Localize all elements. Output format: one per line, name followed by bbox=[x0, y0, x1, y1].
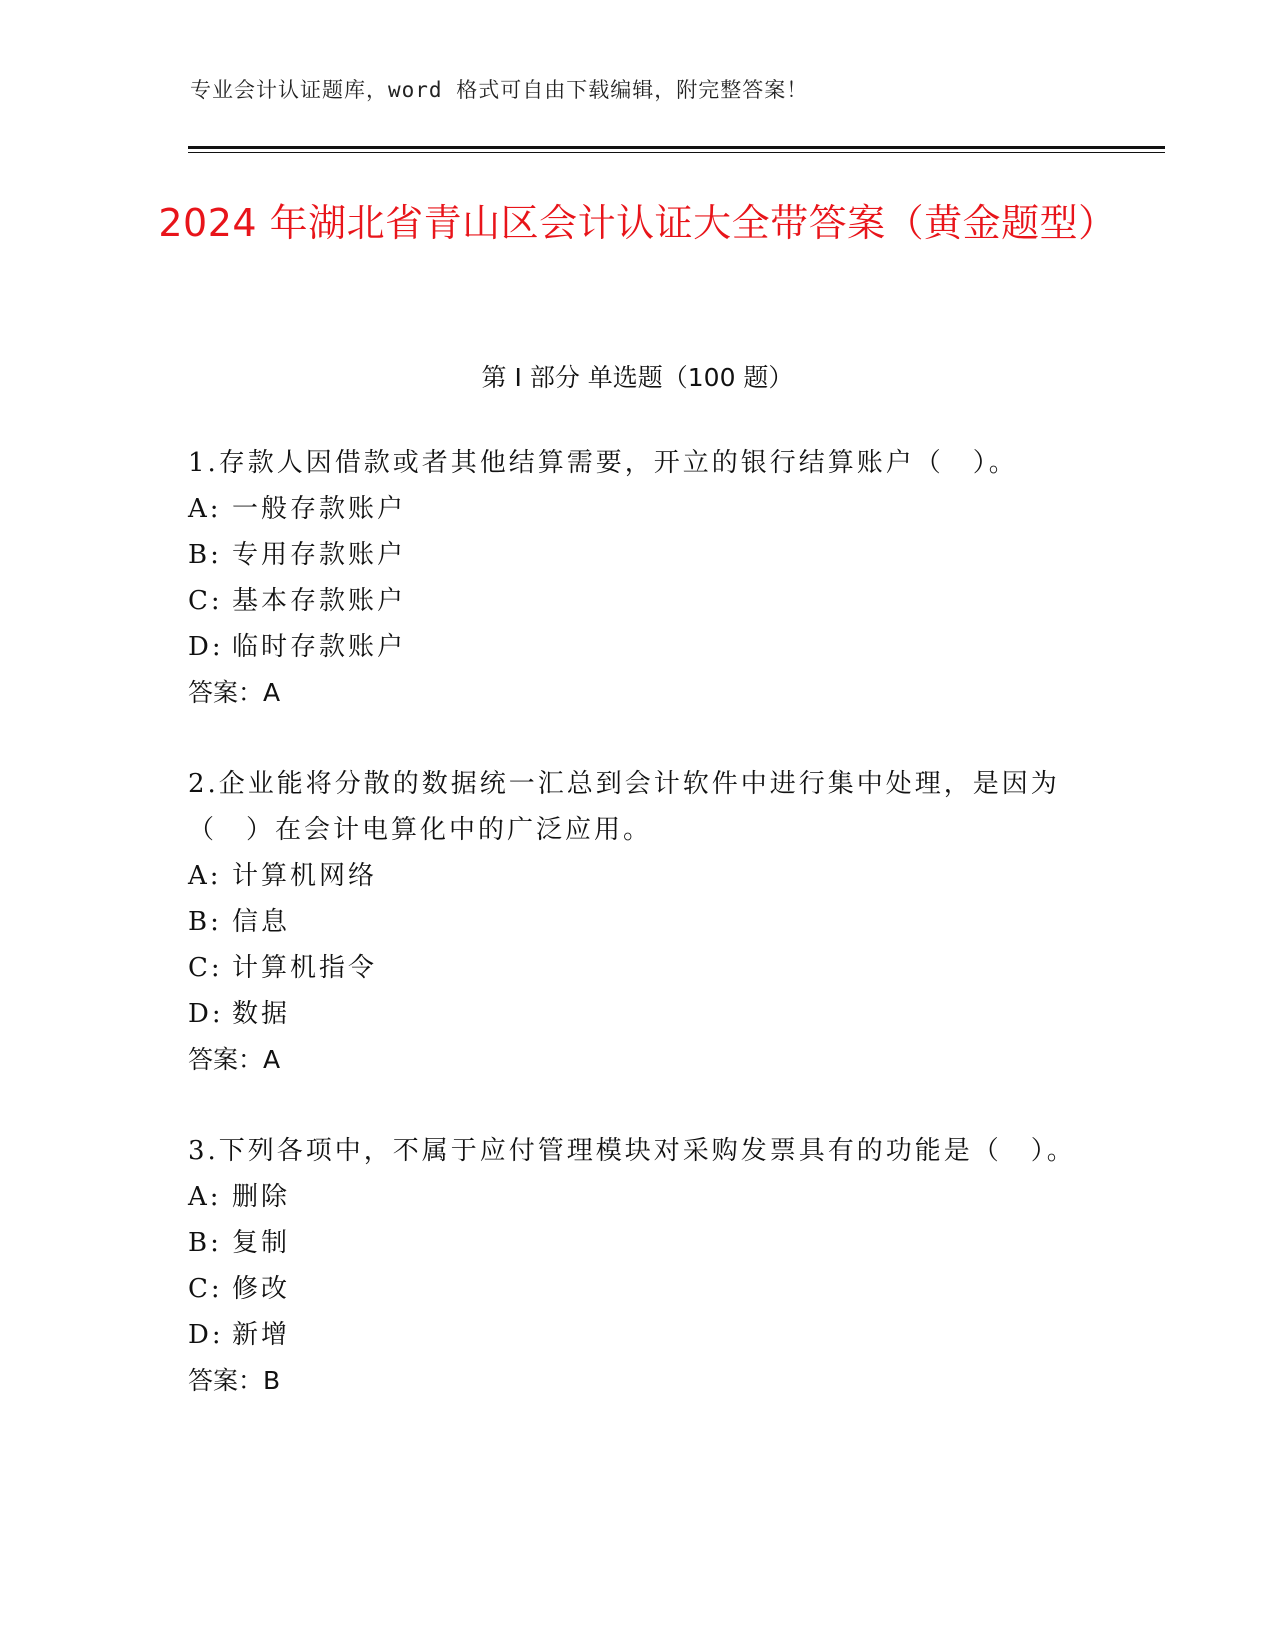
option-c bbox=[188, 578, 1088, 624]
option-key: D: bbox=[188, 632, 224, 662]
option-c bbox=[188, 1266, 1088, 1312]
header-note: 专业会计认证题库，word 格式可自由下载编辑，附完整答案！ bbox=[190, 78, 809, 102]
option-text: 信息 bbox=[232, 907, 291, 937]
answer-line: 答案：A bbox=[188, 1045, 281, 1074]
option-key: B: bbox=[188, 907, 222, 937]
option-a bbox=[188, 853, 1088, 899]
option-text: 数据 bbox=[232, 999, 291, 1029]
option-text: 修改 bbox=[232, 1274, 291, 1304]
option-key: A: bbox=[188, 861, 222, 891]
option-text: 一般存款账户 bbox=[232, 494, 407, 524]
question-stem: 3.下列各项中，不属于应付管理模块对采购发票具有的功能是（ ）。 bbox=[188, 1136, 1076, 1166]
option-b bbox=[188, 1220, 1088, 1266]
question-1 bbox=[188, 440, 1088, 716]
option-key: C: bbox=[188, 953, 223, 983]
question-stem: 1.存款人因借款或者其他结算需要，开立的银行结算账户（ ）。 bbox=[188, 448, 1018, 478]
option-key: C: bbox=[188, 586, 223, 616]
option-text: 专用存款账户 bbox=[232, 540, 407, 570]
option-b bbox=[188, 532, 1088, 578]
section-title: 第 I 部分 单选题（100 题） bbox=[481, 363, 794, 392]
option-text: 基本存款账户 bbox=[232, 586, 407, 616]
header-rule-thin bbox=[188, 152, 1165, 153]
option-d bbox=[188, 991, 1088, 1037]
question-list bbox=[188, 440, 1088, 1449]
option-key: D: bbox=[188, 1320, 224, 1350]
answer-line: 答案：B bbox=[188, 1366, 281, 1395]
option-key: A: bbox=[188, 494, 222, 524]
option-text: 新增 bbox=[232, 1320, 291, 1350]
question-3 bbox=[188, 1128, 1088, 1404]
option-a bbox=[188, 486, 1088, 532]
option-text: 复制 bbox=[232, 1228, 291, 1258]
option-c bbox=[188, 945, 1088, 991]
document-title: 2024 年湖北省青山区会计认证大全带答案（黄金题型） bbox=[158, 201, 1117, 245]
question-2 bbox=[188, 761, 1088, 1083]
answer-line: 答案：A bbox=[188, 678, 281, 707]
option-d bbox=[188, 1312, 1088, 1358]
option-text: 计算机网络 bbox=[232, 861, 378, 891]
header-rule-thick bbox=[188, 146, 1165, 149]
option-key: C: bbox=[188, 1274, 223, 1304]
option-text: 计算机指令 bbox=[232, 953, 378, 983]
option-d bbox=[188, 624, 1088, 670]
option-key: D: bbox=[188, 999, 224, 1029]
option-text: 删除 bbox=[232, 1182, 291, 1212]
option-key: B: bbox=[188, 540, 222, 570]
option-text: 临时存款账户 bbox=[232, 632, 407, 662]
option-key: A: bbox=[188, 1182, 222, 1212]
question-stem: 2.企业能将分散的数据统一汇总到会计软件中进行集中处理，是因为（ ）在会计电算化中的广泛应用。 bbox=[188, 769, 1060, 845]
option-b bbox=[188, 899, 1088, 945]
option-key: B: bbox=[188, 1228, 222, 1258]
option-a bbox=[188, 1174, 1088, 1220]
